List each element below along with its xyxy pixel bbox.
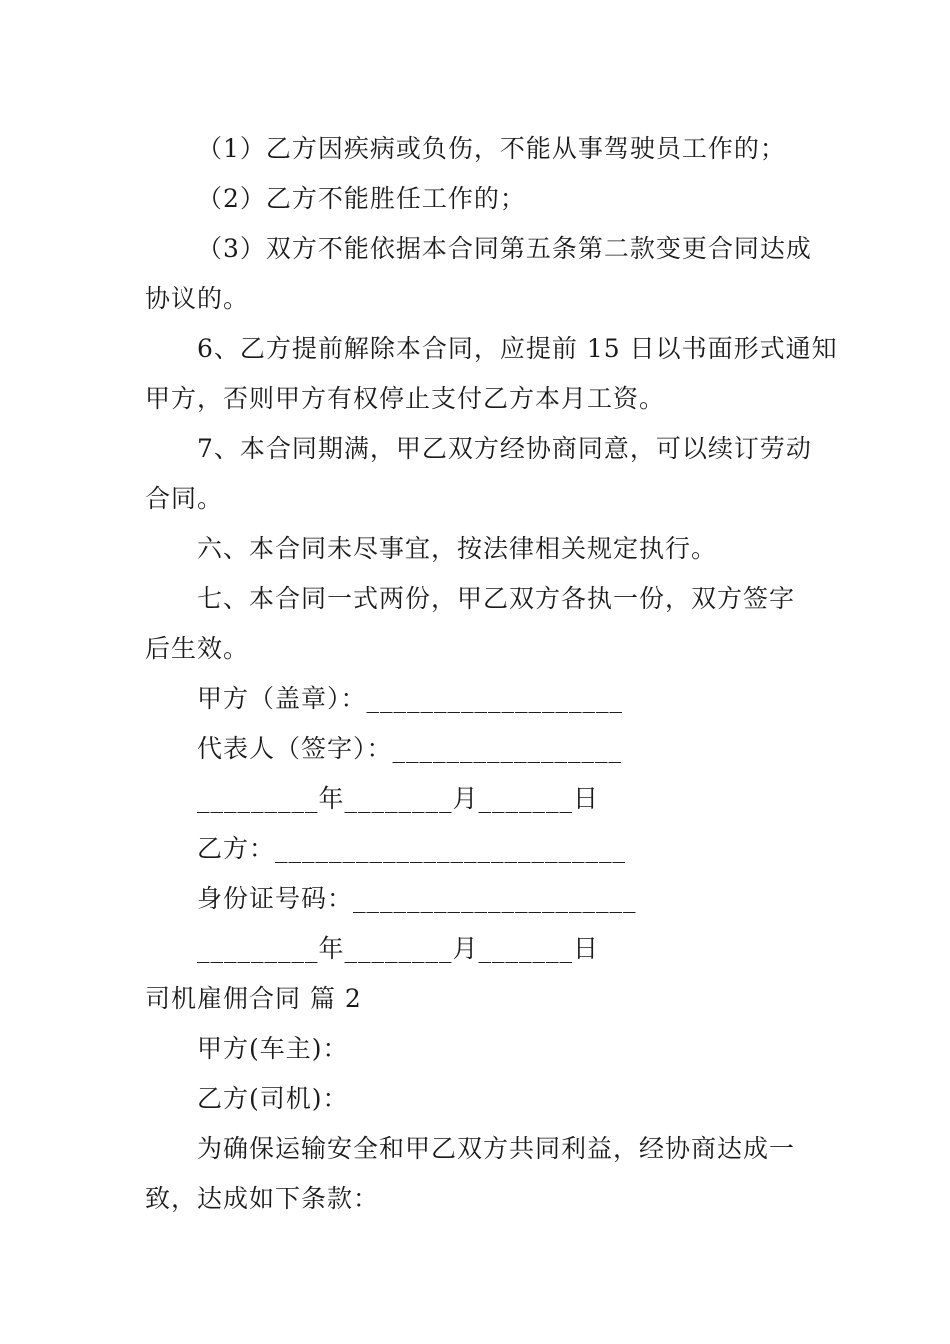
clause-6-continued: 甲方，否则甲方有权停止支付乙方本月工资。 xyxy=(145,384,666,413)
clause-item-3: （3）双方不能依据本合同第五条第二款变更合同达成 xyxy=(197,234,812,263)
section-seven: 七、本合同一式两份，甲乙双方各执一份，双方签字 xyxy=(197,584,796,613)
id-number-line: 身份证号码：_____________________ xyxy=(197,884,637,913)
clause-7-continued: 合同。 xyxy=(145,484,224,513)
party-b-driver: 乙方(司机)： xyxy=(197,1084,349,1113)
clause-6: 6、乙方提前解除本合同，应提前 15 日以书面形式通知 xyxy=(197,334,838,363)
date-line-b: _________年________月_______日 xyxy=(197,934,600,963)
section-seven-continued: 后生效。 xyxy=(145,634,250,663)
preamble: 为确保运输安全和甲乙双方共同利益，经协商达成一 xyxy=(197,1134,796,1163)
party-a-owner: 甲方(车主)： xyxy=(197,1034,349,1063)
party-a-seal-line: 甲方（盖章）：___________________ xyxy=(197,684,624,713)
contract-heading: 司机雇佣合同 篇 2 xyxy=(145,984,362,1013)
clause-7: 7、本合同期满，甲乙双方经协商同意，可以续订劳动 xyxy=(197,434,812,463)
clause-item-3-continued: 协议的。 xyxy=(145,284,250,313)
clause-item-1: （1）乙方因疾病或负伤，不能从事驾驶员工作的； xyxy=(197,134,786,163)
date-line-a: _________年________月_______日 xyxy=(197,784,600,813)
preamble-continued: 致，达成如下条款： xyxy=(145,1184,380,1213)
clause-item-2: （2）乙方不能胜任工作的； xyxy=(197,184,526,213)
section-six: 六、本合同未尽事宜，按法律相关规定执行。 xyxy=(197,534,718,563)
representative-signature-line: 代表人（签字）：_________________ xyxy=(197,734,623,763)
party-b-line: 乙方：__________________________ xyxy=(197,834,627,863)
